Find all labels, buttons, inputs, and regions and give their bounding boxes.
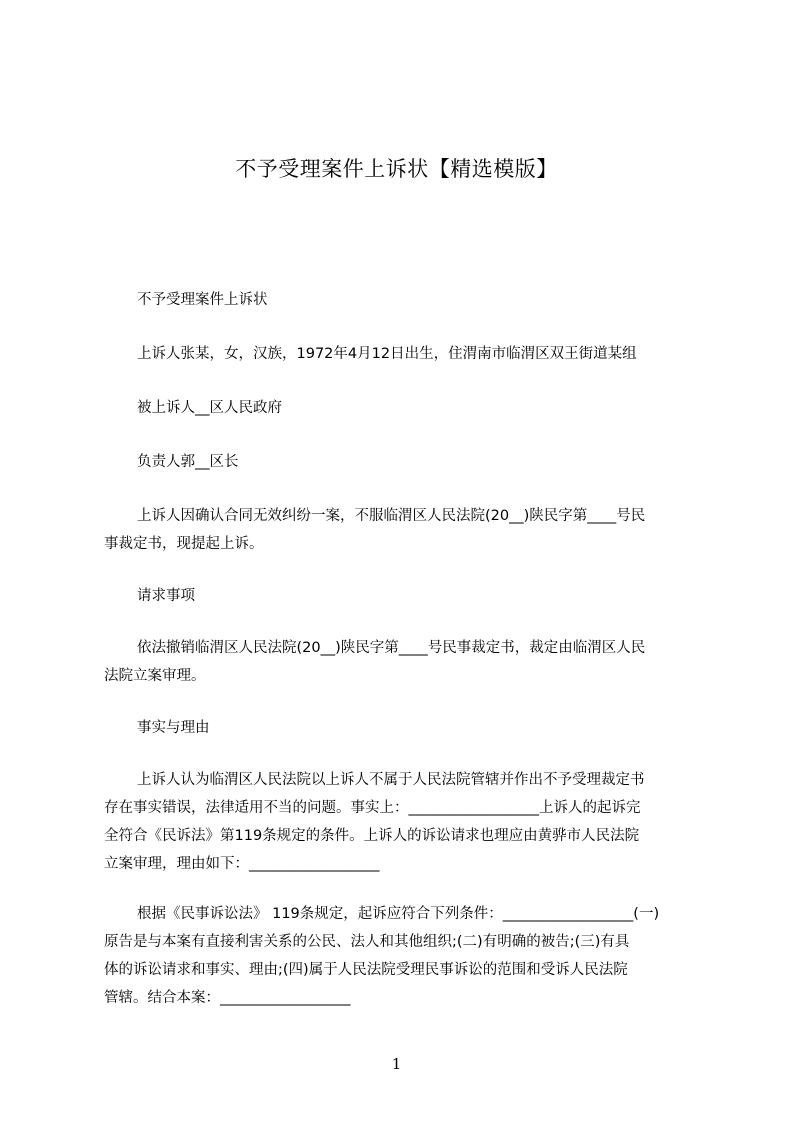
- appeal-reason-line-2: 事裁定书，现提起上诉。: [104, 536, 264, 552]
- legal-basis-line-1: 根据《民事诉讼法》 119条规定，起诉应符合下列条件：__________________(一): [137, 906, 660, 922]
- facts-heading: 事实与理由: [137, 720, 210, 736]
- facts-paragraph: [104, 766, 700, 878]
- legal-basis-line-2: 原告是与本案有直接利害关系的公民、法人和其他组织;(二)有明确的被告;(三)有具: [104, 934, 630, 950]
- representative-paragraph: 负责人郭__区长: [137, 454, 239, 470]
- legal-basis-line-4: 管辖。结合本案：__________________: [104, 990, 351, 1006]
- request-heading: 请求事项: [137, 588, 195, 604]
- appellant-info-paragraph: 上诉人张某，女，汉族，1972年4月12日出生，住渭南市临渭区双王街道某组: [137, 346, 637, 362]
- request-line-1: 依法撤销临渭区人民法院(20__)陕民字第____号民事裁定书，裁定由临渭区人民: [137, 640, 646, 656]
- page-number: 1: [391, 1055, 402, 1073]
- facts-line-1: 上诉人认为临渭区人民法院以上诉人不属于人民法院管辖并作出不予受理裁定书: [137, 772, 645, 788]
- appellee-paragraph: 被上诉人__区人民政府: [137, 400, 282, 416]
- legal-basis-line-3: 体的诉讼请求和事实、理由;(四)属于人民法院受理民事诉讼的范围和受诉人民法院: [104, 962, 628, 978]
- facts-line-3: 全符合《民诉法》第119条规定的条件。上诉人的诉讼请求也理应由黄骅市人民法院: [104, 828, 640, 844]
- request-line-2: 法院立案审理。: [104, 668, 206, 684]
- facts-line-4: 立案审理，理由如下：__________________: [104, 856, 380, 872]
- appeal-reason-paragraph: [104, 502, 700, 558]
- body-paragraph-heading: 不予受理案件上诉状: [137, 292, 268, 308]
- facts-line-2: 存在事实错误，法律适用不当的问题。事实上：__________________上诉人的起诉完: [104, 800, 641, 816]
- appeal-reason-line-1: 上诉人因确认合同无效纠纷一案，不服临渭区人民法院(20__)陕民字第____号民: [137, 508, 646, 524]
- document-title: 不予受理案件上诉状【精选模版】: [235, 157, 558, 182]
- legal-basis-paragraph: [104, 900, 700, 1012]
- request-paragraph: [104, 634, 700, 690]
